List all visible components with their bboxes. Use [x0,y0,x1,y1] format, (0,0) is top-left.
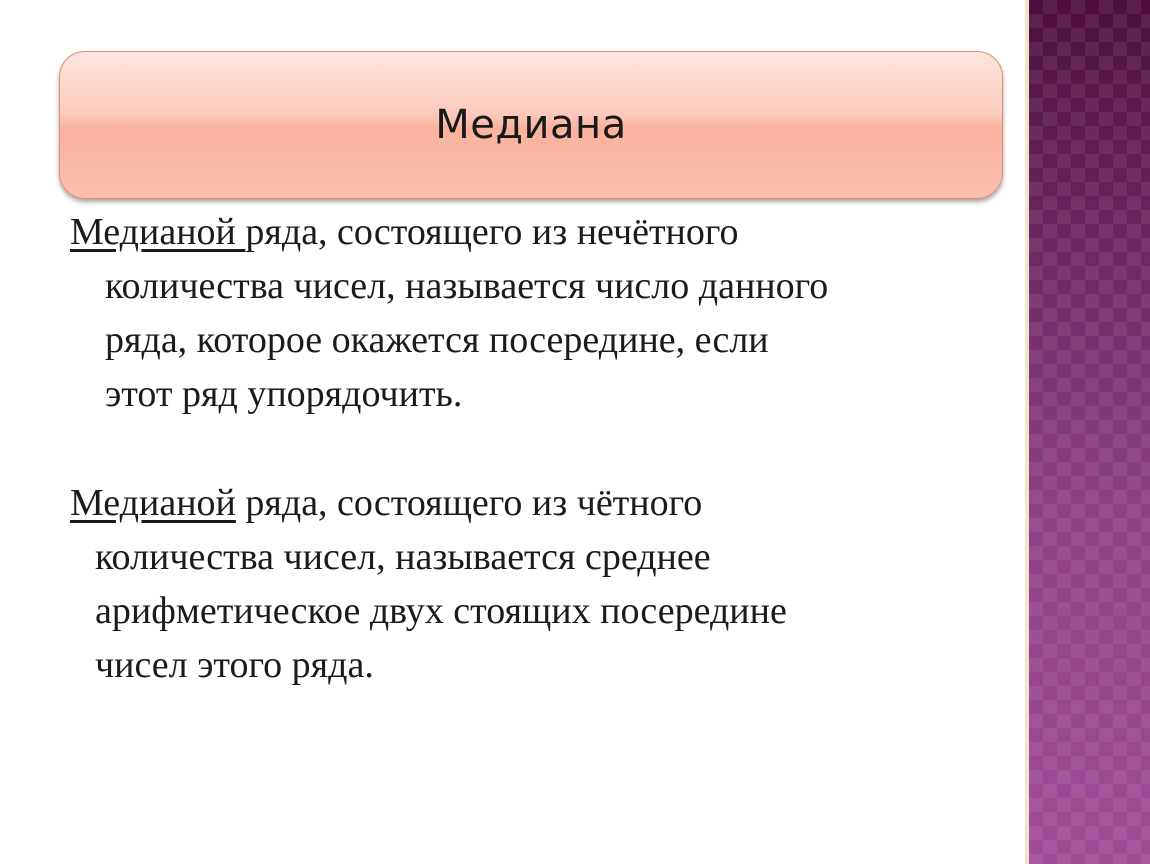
paragraph-line: количества чисел, называется число данного [105,265,829,307]
paragraph-text: ряда, состоящего из чётного [235,482,703,524]
paragraph-text: ряда, состоящего из нечётного [245,211,739,253]
paragraph-line: этот ряд упорядочить. [105,373,463,415]
paragraph-line: ряда, которое окажется посередине, если [105,319,769,361]
decorative-side-band [1025,0,1150,864]
paragraph-even-median [70,476,787,692]
paragraph-odd-median [70,205,828,421]
paragraph-line: количества чисел, называется среднее [95,536,711,578]
term-median: Медианой [70,482,236,524]
term-median: Медианой [70,211,246,253]
paragraph-line: чисел этого ряда. [95,644,374,686]
paragraph-first-line [70,476,787,530]
paragraph-line: арифметическое двух стоящих посередине [95,590,787,632]
slide-title: Медиана [435,102,627,148]
title-box [59,51,1003,199]
paragraph-first-line [70,205,828,259]
